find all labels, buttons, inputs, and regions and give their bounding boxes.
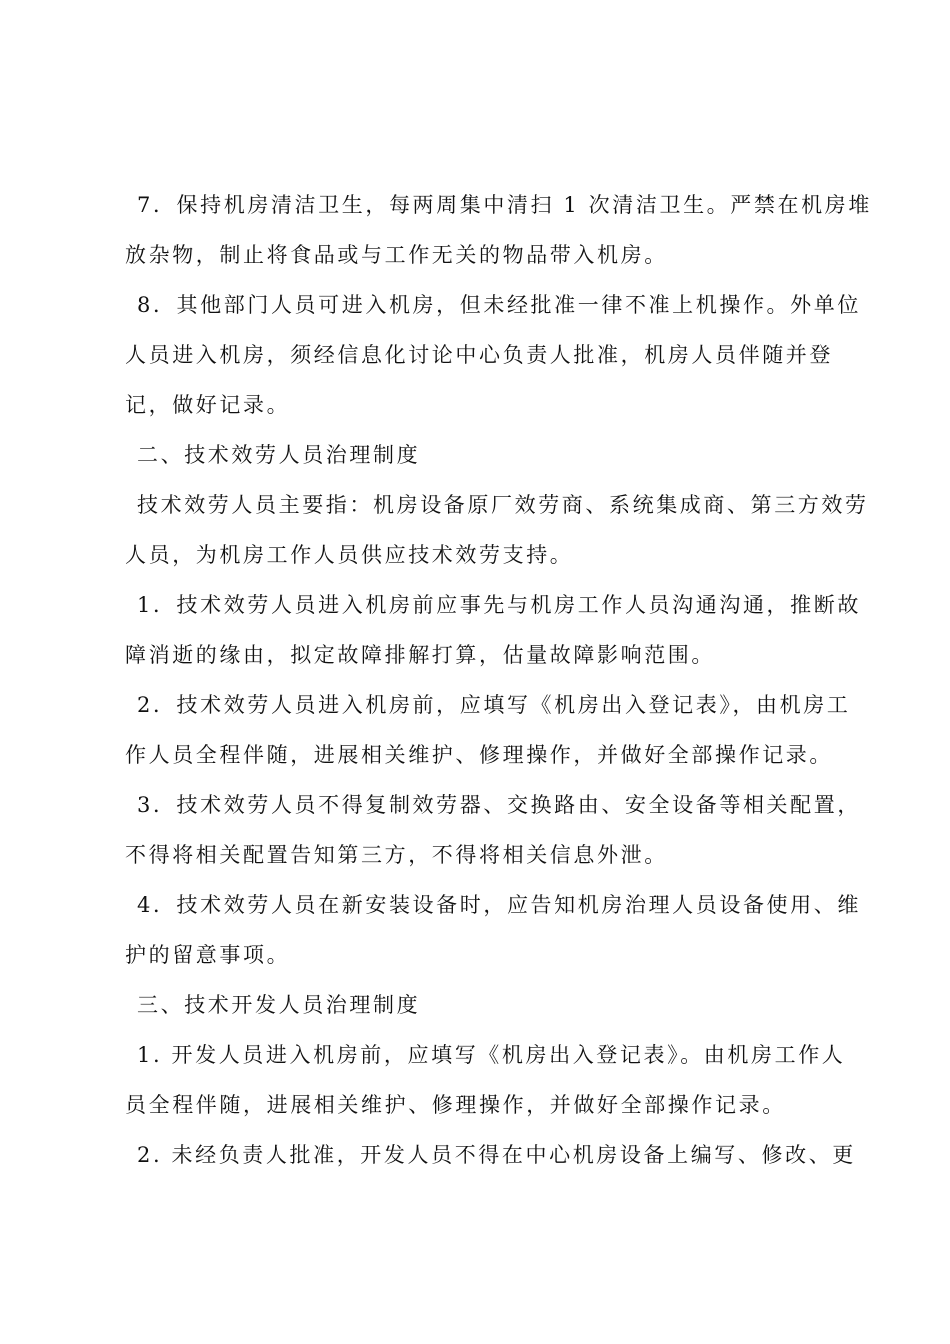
section-2-item-2-line-1: 2．技术效劳人员进入机房前，应填写《机房出入登记表》，由机房工	[137, 693, 851, 717]
section-3-item-1-line-1: 1. 开发人员进入机房前，应填写《机房出入登记表》。由机房工作人	[137, 1043, 846, 1067]
section-2-item-2-line-2: 作人员全程伴随，进展相关维护、修理操作，并做好全部操作记录。	[125, 743, 833, 767]
section-3-item-2-line-1: 2. 未经负责人批准，开发人员不得在中心机房设备上编写、修改、更	[137, 1143, 856, 1167]
section-3-item-1-line-2: 员全程伴随，进展相关维护、修理操作，并做好全部操作记录。	[125, 1093, 786, 1117]
section-2-intro-line-1: 技术效劳人员主要指：机房设备原厂效劳商、系统集成商、第三方效劳	[137, 493, 869, 517]
section-2-item-4-line-2: 护的留意事项。	[125, 943, 291, 967]
section-2-item-3-line-2: 不得将相关配置告知第三方，不得将相关信息外泄。	[125, 843, 668, 867]
section-2-item-3-line-1: 3．技术效劳人员不得复制效劳器、交换路由、安全设备等相关配置，	[137, 793, 861, 817]
section-2-intro-line-2: 人员，为机房工作人员供应技术效劳支持。	[125, 543, 574, 567]
paragraph-8-line-3: 记，做好记录。	[125, 393, 291, 417]
section-2-item-1-line-1: 1．技术效劳人员进入机房前应事先与机房工作人员沟通沟通，推断故	[137, 593, 861, 617]
paragraph-8-line-2: 人员进入机房，须经信息化讨论中心负责人批准，机房人员伴随并登	[125, 343, 833, 367]
section-2-item-4-line-1: 4．技术效劳人员在新安装设备时，应告知机房治理人员设备使用、维	[137, 893, 861, 917]
section-2-item-1-line-2: 障消逝的缘由，拟定故障排解打算，估量故障影响范围。	[125, 643, 715, 667]
section-2-heading: 二、技术效劳人员治理制度	[137, 443, 421, 467]
section-3-heading: 三、技术开发人员治理制度	[137, 993, 421, 1017]
paragraph-7-line-2: 放杂物，制止将食品或与工作无关的物品带入机房。	[125, 243, 668, 267]
paragraph-8-line-1: 8．其他部门人员可进入机房，但未经批准一律不准上机操作。外单位	[137, 293, 861, 317]
paragraph-7-line-1: 7．保持机房清洁卫生，每两周集中清扫 1 次清洁卫生。严禁在机房堆	[137, 193, 872, 217]
